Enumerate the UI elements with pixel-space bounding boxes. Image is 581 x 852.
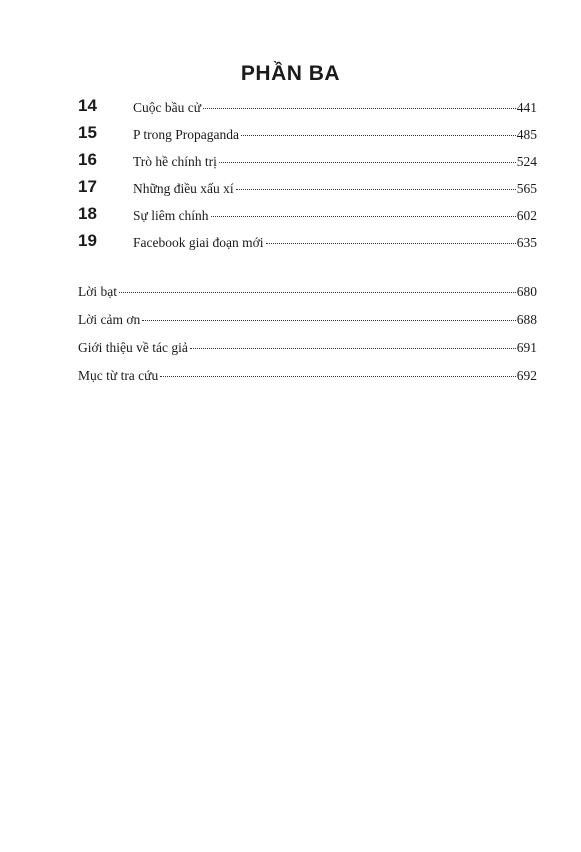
chapter-number: 14 (78, 96, 97, 115)
toc-entry (78, 337, 537, 359)
toc-chapter-row (0, 149, 581, 175)
chapter-title: Những điều xấu xí (133, 181, 234, 196)
page-number: 524 (516, 154, 537, 169)
page-number: 688 (516, 312, 537, 327)
chapter-title: Sự liêm chính (133, 208, 209, 223)
chapter-title: P trong Propaganda (133, 127, 239, 142)
toc-entry (133, 232, 537, 254)
page-number: 602 (516, 208, 537, 223)
toc-chapter-row (0, 203, 581, 229)
toc-backmatter-row (0, 279, 581, 305)
toc-entry (78, 365, 537, 387)
toc-entry (78, 309, 537, 331)
chapter-number: 15 (78, 123, 97, 142)
toc-chapter-row (0, 122, 581, 148)
page-title: PHẦN BA (240, 62, 341, 85)
backmatter-title: Lời bạt (78, 284, 118, 299)
page-number: 680 (516, 284, 537, 299)
toc-backmatter-row (0, 307, 581, 333)
page-number: 691 (516, 340, 537, 355)
dot-leader (203, 107, 516, 109)
dot-leader (219, 161, 516, 163)
toc-chapter-row (0, 176, 581, 202)
toc-entry (133, 151, 537, 173)
toc-chapter-row (0, 95, 581, 121)
page-number: 441 (516, 100, 537, 115)
page-number: 635 (516, 235, 537, 250)
chapter-title: Facebook giai đoạn mới (133, 235, 264, 250)
dot-leader (211, 215, 516, 217)
toc-entry (133, 97, 537, 119)
page-number: 692 (516, 368, 537, 383)
chapter-number: 19 (78, 231, 97, 250)
chapter-title: Cuộc bầu cử (133, 100, 202, 115)
toc-entry (133, 178, 537, 200)
dot-leader (119, 291, 516, 293)
toc-entry (133, 124, 537, 146)
toc-backmatter-row (0, 335, 581, 361)
chapter-number: 18 (78, 204, 97, 223)
toc-entry (78, 281, 537, 303)
dot-leader (190, 347, 516, 349)
toc-chapter-row (0, 230, 581, 256)
toc-entry (133, 205, 537, 227)
backmatter-title: Mục từ tra cứu (78, 368, 159, 383)
page-number: 565 (516, 181, 537, 196)
toc-backmatter-row (0, 363, 581, 389)
dot-leader (241, 134, 516, 136)
backmatter-title: Lời cảm ơn (78, 312, 141, 327)
backmatter-title: Giới thiệu về tác giả (78, 340, 188, 355)
dot-leader (236, 188, 516, 190)
dot-leader (142, 319, 515, 321)
dot-leader (266, 242, 516, 244)
chapter-number: 17 (78, 177, 97, 196)
page-number: 485 (516, 127, 537, 142)
dot-leader (160, 375, 516, 377)
chapter-title: Trò hề chính trị (133, 154, 217, 169)
chapter-number: 16 (78, 150, 97, 169)
